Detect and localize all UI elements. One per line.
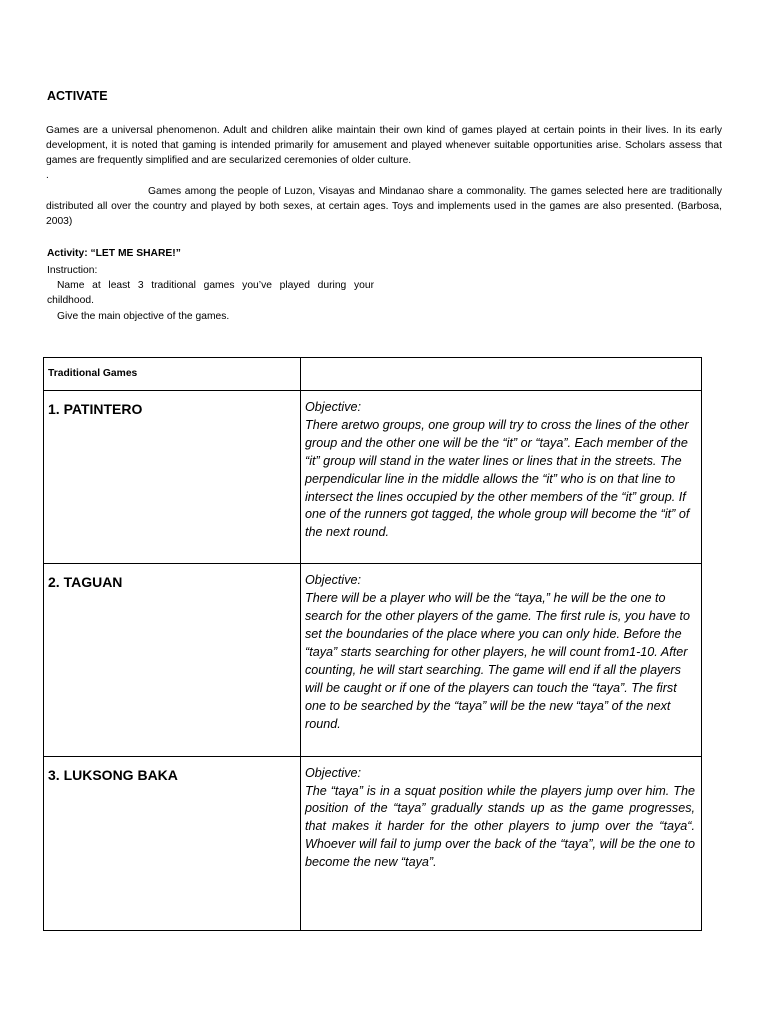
objective-cell [301,756,702,930]
objective-label: Objective: [305,765,361,780]
table-row [44,756,702,930]
game-name: 3. LUKSONG BAKA [48,766,178,783]
stray-dot: . [46,170,49,181]
objective-label: Objective: [305,573,361,588]
header-cell-empty [301,358,702,391]
objective-label: Objective: [305,400,361,415]
objective-cell [301,391,702,564]
context-paragraph: Games among the people of Luzon, Visayas and Mindanao share a commonality. The games selected here are traditionally distributed all over the country and played by both sexes, at certain ages. Toys and implements used in the games are also presented. (Barbosa, 2003) [46,186,722,227]
objective-text: The “taya” is in a squat position while the players jump over him. The position of the “taya” gradually stands up as the game progresses, that makes it harder for the other players to jump over the “taya“. Whoever will fail to jump over the back of the “taya”, will be the one to become the new “taya”. [305,783,695,870]
table-header-row [44,358,702,391]
game-name-cell [44,756,301,930]
game-name-cell [44,564,301,756]
objective-text: There aretwo groups, one group will try to cross the lines of the other group and the other one will be the “it” or “taya”. Each member of the “it” group will stand in the water lines or lines that in the streets. The perpendicular line in the middle allows the “it” who is on that line to intersect the lines occupied by the other members of the “it” group. If one of the runners got tagged, the whole group will become the “it” of the next round. [305,417,690,540]
instruction-item-1: Name at least 3 traditional games you’ve played during your childhood. [47,280,374,306]
objective-cell [301,564,702,756]
table-row [44,564,702,756]
intro-paragraph: Games are a universal phenomenon. Adult and children alike maintain their own kind of games played at certain points in their lives. In its early development, it is noted that gaming is intended primarily for amusement and played whenever suitable opportunities arise. Scholars assess that games are frequently simplified and are secularized ceremonies of older culture. [46,125,722,166]
section-heading: ACTIVATE [47,89,108,103]
instruction-label: Instruction: [47,265,98,276]
instruction-item-2: Give the main objective of the games. [57,311,230,322]
game-name-cell [44,391,301,564]
header-cell-games [44,358,301,391]
game-name: 2. TAGUAN [48,574,123,591]
objective-text: There will be a player who will be the “taya,” he will be the one to search for the other players of the game. The first rule is, you have to set the boundaries of the place where you can only hide. Before the “taya” starts searching for other players, he will count from1-10. After counting, he will start searching. The game will end if all the players will be caught or if one of the players can touch the “taya”. The first one to be searched by the “taya” will be the new “taya” of the next round. [305,591,691,731]
table-row [44,391,702,564]
header-label: Traditional Games [48,368,138,379]
game-name: 1. PATINTERO [48,401,143,418]
games-table [43,357,702,931]
activity-title: Activity: “LET ME SHARE!” [47,248,181,259]
